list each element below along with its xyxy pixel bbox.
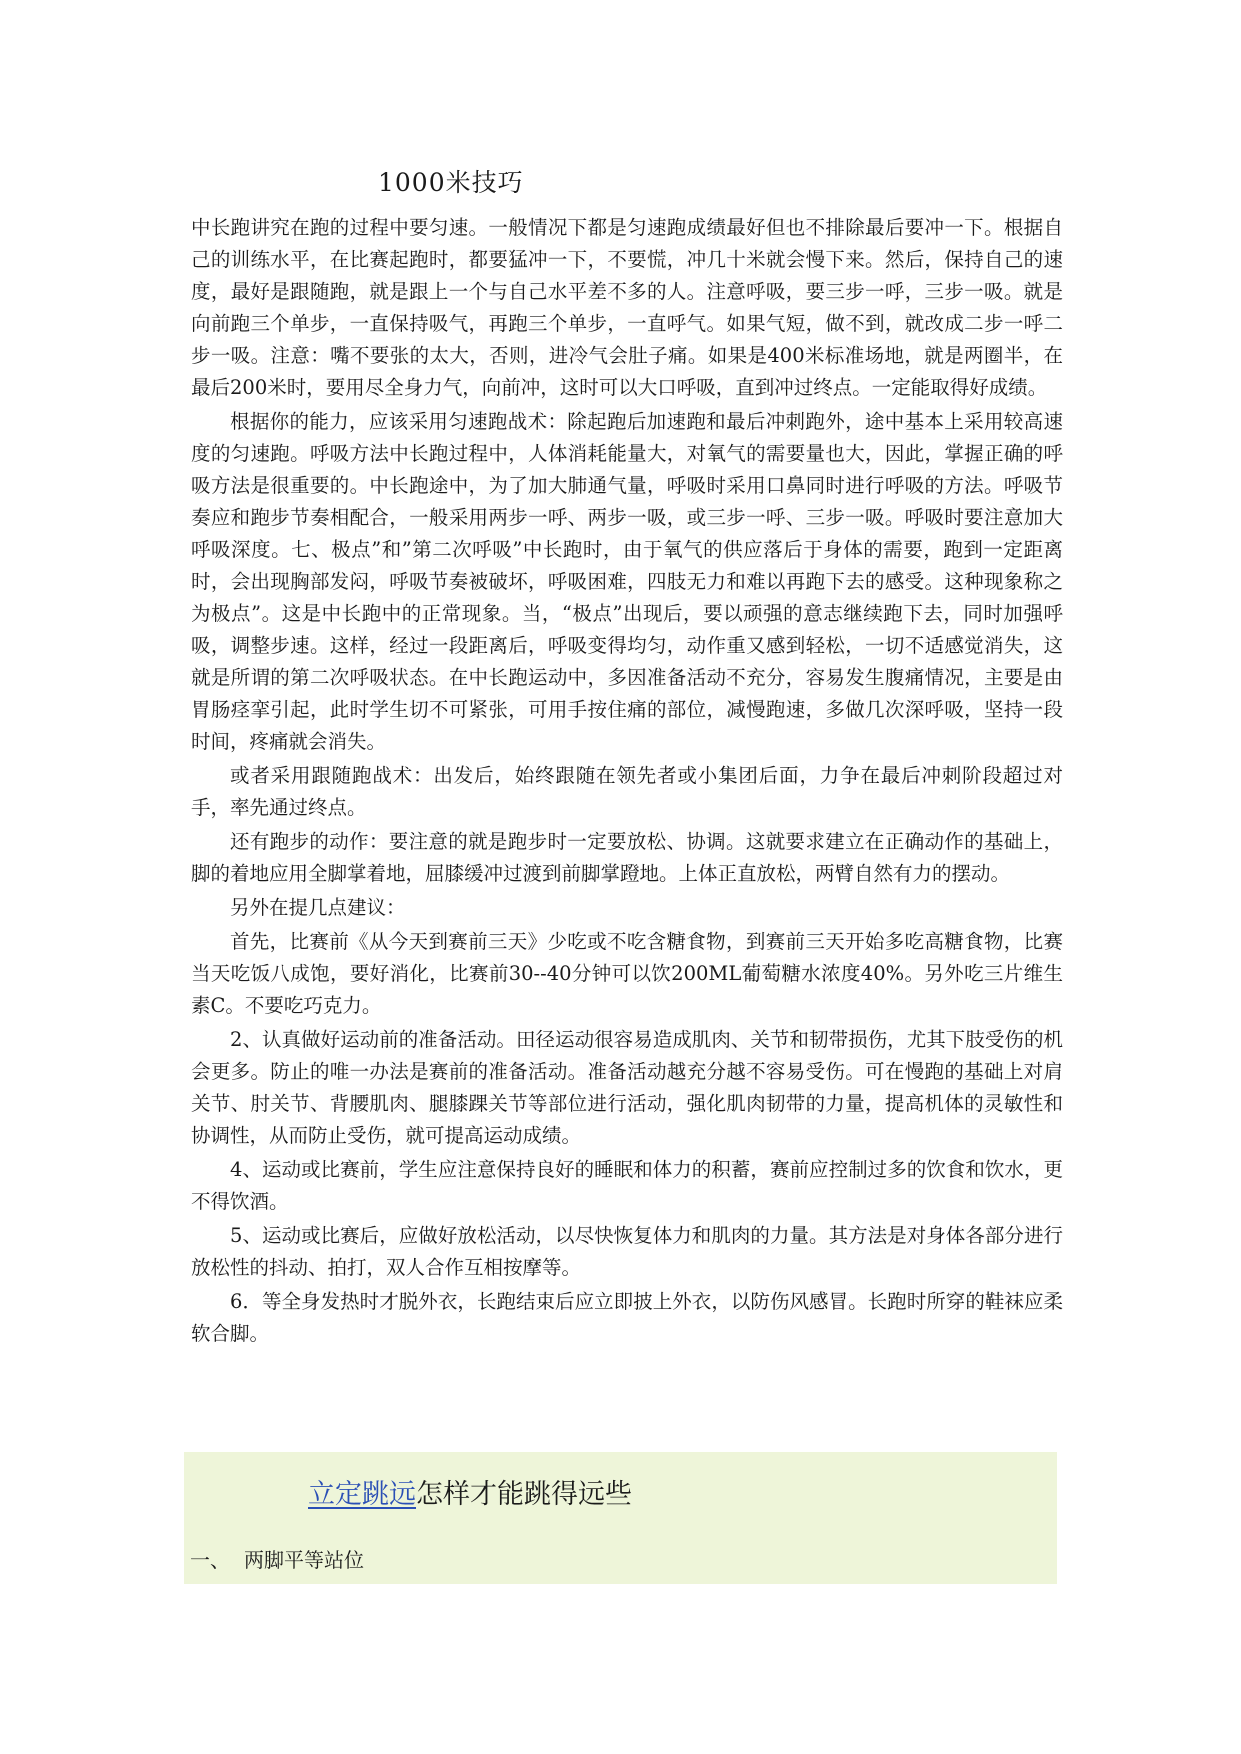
paragraph-warm-up: 2、认真做好运动前的准备活动。田径运动很容易造成肌肉、关节和韧带损伤，尤其下肢受伤的机会更多。防止的唯一办法是赛前的准备活动。准备活动越充分越不容易受伤。可在慢跑的基础上对肩关节、肘关节、背腰肌肉、腿膝踝关节等部位进行活动，强化肌肉韧带的力量，提高机体的灵敏性和协调性，从而防止受伤，就可提高运动成绩。	[191, 1028, 1063, 1147]
step-number: 一、	[190, 1548, 230, 1572]
document-title: 1000米技巧	[378, 168, 524, 197]
section-title-rest: 怎样才能跳得远些	[416, 1479, 632, 1510]
paragraph-pace-strategy: 中长跑讲究在跑的过程中要匀速。一般情况下都是匀速跑成绩最好但也不排除最后要冲一下。根据自己的训练水平，在比赛起跑时，都要猛冲一下，不要慌，冲几十米就会慢下来。然后，保持自己的速度，最好是跟随跑，就是跟上一个与自己水平差不多的人。注意呼吸，要三步一呼，三步一吸。就是向前跑三个单步，一直保持吸气，再跑三个单步，一直呼气。如果气短，做不到，就改成二步一呼二步一吸。注意：嘴不要张的太大，否则，进冷气会肚子痛。如果是400米标准场地，就是两圈半，在最后200米时，要用尽全身力气，向前冲，这时可以大口呼吸，直到冲过终点。一定能取得好成绩。	[191, 216, 1063, 399]
paragraph-clothing: 6．等全身发热时才脱外衣，长跑结束后应立即披上外衣，以防伤风感冒。长跑时所穿的鞋袜应柔软合脚。	[191, 1290, 1063, 1345]
section-title	[308, 1472, 632, 1511]
step-item	[190, 1544, 364, 1573]
paragraph-even-pace-tactic: 根据你的能力，应该采用匀速跑战术：除起跑后加速跑和最后冲刺跑外，途中基本上采用较高速度的匀速跑。呼吸方法中长跑过程中，人体消耗能量大，对氧气的需要量也大，因此，掌握正确的呼吸方法是很重要的。中长跑途中，为了加大肺通气量，呼吸时采用口鼻同时进行呼吸的方法。呼吸节奏应和跑步节奏相配合，一般采用两步一呼、两步一吸，或三步一呼、三步一吸。呼吸时要注意加大呼吸深度。七、极点”和”第二次呼吸”中长跑时，由于氧气的供应落后于身体的需要，跑到一定距离时，会出现胸部发闷，呼吸节奏被破坏，呼吸困难，四肢无力和难以再跑下去的感受。这种现象称之为极点”。这是中长跑中的正常现象。当，“极点”出现后，要以顽强的意志继续跑下去，同时加强呼吸，调整步速。这样，经过一段距离后，呼吸变得均匀，动作重又感到轻松，一切不适感觉消失，这就是所谓的第二次呼吸状态。在中长跑运动中，多因准备活动不充分，容易发生腹痛情况，主要是由胃肠痉挛引起，此时学生切不可紧张，可用手按住痛的部位，减慢跑速，多做几次深呼吸，坚持一段时间，疼痛就会消失。	[191, 410, 1063, 753]
paragraph-running-form: 还有跑步的动作：要注意的就是跑步时一定要放松、协调。这就要求建立在正确动作的基础上，脚的着地应用全脚掌着地，屈膝缓冲过渡到前脚掌蹬地。上体正直放松，两臂自然有力的摆动。	[191, 830, 1063, 885]
standing-long-jump-link[interactable]: 立定跳远	[308, 1479, 416, 1510]
paragraph-rest-before: 4、运动或比赛前，学生应注意保持良好的睡眠和体力的积蓄，赛前应控制过多的饮食和饮水，更不得饮酒。	[191, 1158, 1063, 1213]
paragraph-diet-advice: 首先，比赛前《从今天到赛前三天》少吃或不吃含糖食物，到赛前三天开始多吃高糖食物，比赛当天吃饭八成饱，要好消化，比赛前30--40分钟可以饮200ML葡萄糖水浓度40%。另外吃三片维生素C。不要吃巧克力。	[191, 930, 1064, 1017]
paragraph-cool-down: 5、运动或比赛后，应做好放松活动，以尽快恢复体力和肌肉的力量。其方法是对身体各部分进行放松性的抖动、拍打，双人合作互相按摩等。	[191, 1224, 1063, 1279]
document-body	[191, 212, 1063, 1352]
step-text: 两脚平等站位	[244, 1548, 364, 1572]
standing-long-jump-section	[184, 1452, 1057, 1584]
paragraph-suggestions-intro: 另外在提几点建议：	[230, 896, 406, 919]
paragraph-follow-tactic: 或者采用跟随跑战术：出发后，始终跟随在领先者或小集团后面，力争在最后冲刺阶段超过对手，率先通过终点。	[191, 764, 1063, 819]
